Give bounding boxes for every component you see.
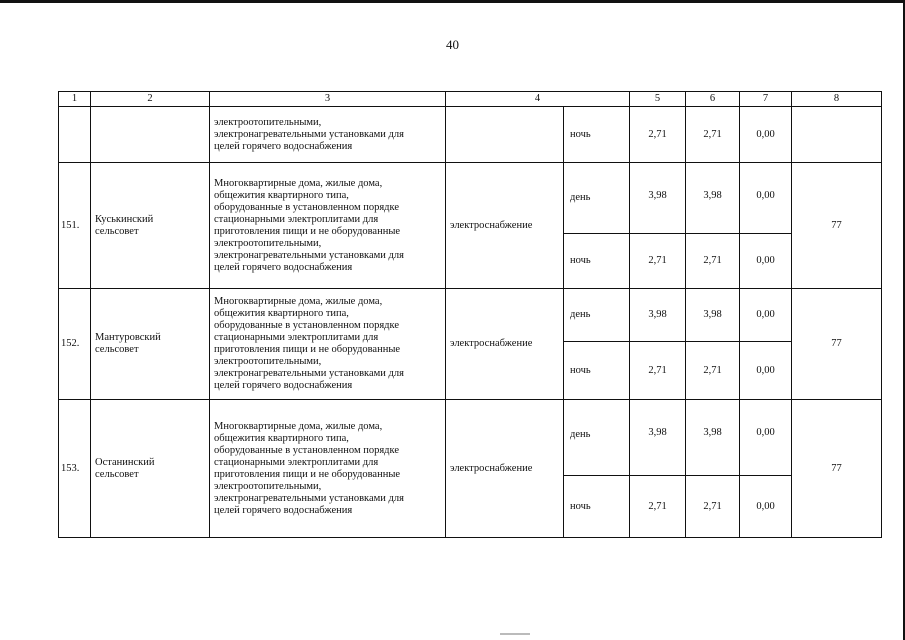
header-cell-5: 5 — [630, 92, 686, 107]
service-type: электроснабжение — [446, 400, 564, 538]
value-col6: 2,71 — [686, 476, 740, 538]
value-col6: 2,71 — [686, 342, 740, 400]
period-night: ночь — [564, 107, 630, 163]
period-day: день — [564, 289, 630, 342]
value-col8: 77 — [792, 289, 882, 400]
period-night: ночь — [564, 234, 630, 289]
value-col8: 77 — [792, 400, 882, 538]
value-col6: 3,98 — [686, 400, 740, 476]
period-day: день — [564, 400, 630, 476]
period-night: ночь — [564, 342, 630, 400]
header-cell-8: 8 — [792, 92, 882, 107]
period-night: ночь — [564, 476, 630, 538]
value-col7: 0,00 — [740, 476, 792, 538]
header-cell-4: 4 — [446, 92, 630, 107]
value-col7: 0,00 — [740, 107, 792, 163]
value-col6: 3,98 — [686, 289, 740, 342]
value-col5: 2,71 — [630, 234, 686, 289]
row-service-cell — [446, 107, 564, 163]
table-row-153-day — [59, 400, 882, 476]
value-col7: 0,00 — [740, 400, 792, 476]
service-type: электроснабжение — [446, 163, 564, 289]
table-row-152-day — [59, 289, 882, 342]
header-cell-1: 1 — [59, 92, 91, 107]
tariff-table — [58, 91, 882, 538]
row-description: Многоквартирные дома, жилые дома, общежития квартирного типа, оборудованные в установленном порядке стационарными электроплитами для приготовления пищи и не оборудованные электроотопительными, электронагревательными установками для целей горячего водоснабжения — [210, 400, 446, 538]
header-row — [59, 92, 882, 107]
row-number: 153. — [59, 400, 91, 538]
header-cell-3: 3 — [210, 92, 446, 107]
scan-artifact — [500, 633, 530, 635]
period-day: день — [564, 163, 630, 234]
value-col7: 0,00 — [740, 163, 792, 234]
value-col7: 0,00 — [740, 234, 792, 289]
header-cell-7: 7 — [740, 92, 792, 107]
table-row-continuation — [59, 107, 882, 163]
page-number: 40 — [446, 37, 459, 52]
settlement-name: Останинский сельсовет — [91, 400, 210, 538]
top-border-line — [0, 0, 905, 3]
table-row-151-day — [59, 163, 882, 234]
settlement-name: Мантуровский сельсовет — [91, 289, 210, 400]
settlement-name: Куськинский сельсовет — [91, 163, 210, 289]
row-description: Многоквартирные дома, жилые дома, общежития квартирного типа, оборудованные в установленном порядке стационарными электроплитами для приготовления пищи и не оборудованные электроотопительными, электронагревательными установками для целей горячего водоснабжения — [210, 289, 446, 400]
value-col5: 3,98 — [630, 289, 686, 342]
service-type: электроснабжение — [446, 289, 564, 400]
row-col8-cell — [792, 107, 882, 163]
header-cell-6: 6 — [686, 92, 740, 107]
value-col6: 2,71 — [686, 234, 740, 289]
value-col7: 0,00 — [740, 289, 792, 342]
row-number-cell — [59, 107, 91, 163]
value-col5: 3,98 — [630, 163, 686, 234]
value-col5: 2,71 — [630, 107, 686, 163]
value-col6: 2,71 — [686, 107, 740, 163]
row-name-cell — [91, 107, 210, 163]
header-cell-2: 2 — [91, 92, 210, 107]
value-col5: 2,71 — [630, 342, 686, 400]
row-description: Многоквартирные дома, жилые дома, общежития квартирного типа, оборудованные в установленном порядке стационарными электроплитами для приготовления пищи и не оборудованные электроотопительными, электронагревательными установками для целей горячего водоснабжения — [210, 163, 446, 289]
value-col5: 2,71 — [630, 476, 686, 538]
row-number: 151. — [59, 163, 91, 289]
value-col8: 77 — [792, 163, 882, 289]
value-col7: 0,00 — [740, 342, 792, 400]
row-description: электроотопительными, электронагревательными установками для целей горячего водоснабжения — [210, 107, 446, 163]
row-number: 152. — [59, 289, 91, 400]
value-col5: 3,98 — [630, 400, 686, 476]
value-col6: 3,98 — [686, 163, 740, 234]
